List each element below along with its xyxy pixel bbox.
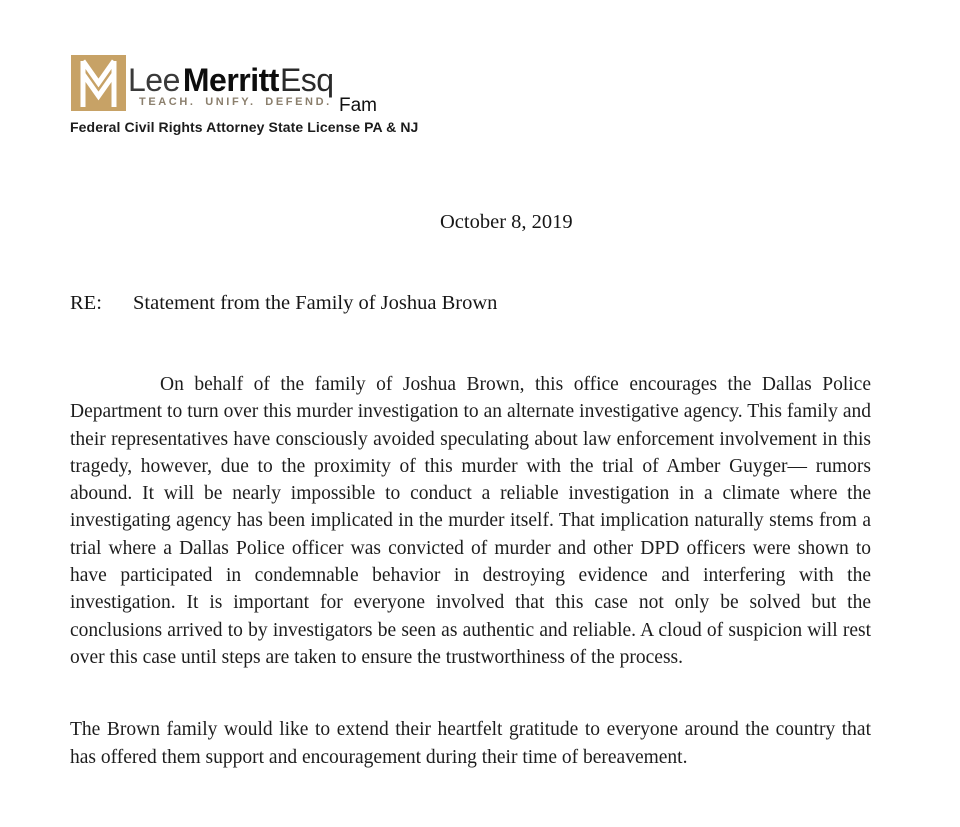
re-subject: Statement from the Family of Joshua Brown — [133, 292, 498, 314]
fam-overlay-text: Fam — [339, 95, 377, 116]
firm-name-suffix: Esq — [279, 62, 334, 98]
letter-date: October 8, 2019 — [440, 211, 573, 233]
firm-name-first: Lee — [128, 62, 180, 98]
law-firm-logo — [71, 55, 126, 111]
re-label: RE: — [70, 292, 102, 314]
firm-name-middle: Merritt — [182, 62, 279, 98]
firm-wordmark — [128, 62, 334, 99]
body-paragraph-1: On behalf of the family of Joshua Brown, this office encourages the Dallas Police Department to turn over this murder investigation to an alternate investigative agency. This family and their representatives have consciously avoided speculating about law enforcement involvement in this tragedy, however, due to the proximity of this murder with the trial of Amber Guyger— rumors abound. It will be nearly impossible to conduct a reliable investigation in a climate where the investigating agency has been implicated in the murder itself. That implication naturally stems from a trial where a Dallas Police officer was convicted of murder and other DPD officers were shown to have participated in condemnable behavior in destroying evidence and interfering with the investigation. It is important for everyone involved that this case not only be solved but the conclusions arrived to by investigators be seen as authentic and reliable. A cloud of suspicion will rest over this case until steps are taken to ensure the trustworthiness of the process. — [70, 374, 871, 668]
firm-tagline: TEACH. UNIFY. DEFEND. — [139, 96, 332, 108]
firm-subtitle: Federal Civil Rights Attorney State License PA & NJ — [70, 119, 419, 135]
chevron-m-monogram-icon — [71, 55, 126, 111]
re-line — [70, 292, 497, 315]
body-paragraph-2: The Brown family would like to extend their heartfelt gratitude to everyone around the country that has offered them support and encouragement during their time of bereavement. — [70, 719, 871, 768]
